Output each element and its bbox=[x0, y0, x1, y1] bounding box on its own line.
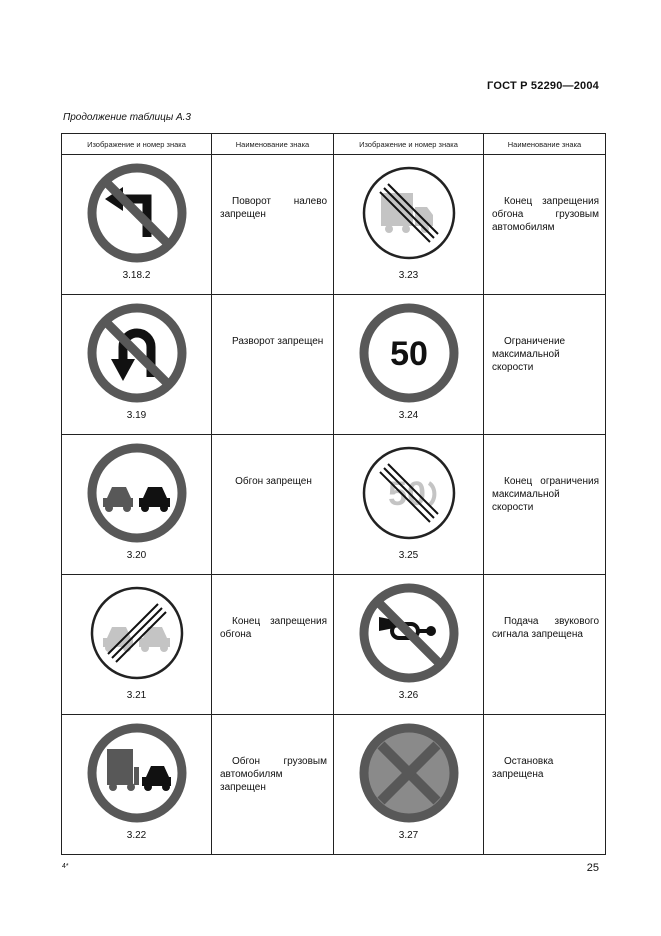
sign-name-cell bbox=[484, 295, 606, 435]
table-caption: Продолжение таблицы А.3 bbox=[63, 112, 191, 123]
sign-name: Подача звукового сигнала запрещена bbox=[492, 616, 599, 640]
table-header-row bbox=[62, 134, 606, 155]
sign-name-cell bbox=[484, 715, 606, 855]
column-header-name: Наименование знака bbox=[212, 134, 334, 155]
no-truck-overtaking-sign-icon bbox=[87, 723, 187, 823]
end-no-truck-overtaking-sign-icon bbox=[359, 163, 459, 263]
sign-name-cell bbox=[484, 575, 606, 715]
column-header-name: Наименование знака bbox=[484, 134, 606, 155]
sign-image-cell bbox=[334, 295, 484, 435]
table-row bbox=[62, 715, 606, 855]
sign-name: Поворот налево запрещен bbox=[220, 196, 327, 220]
no-left-turn-sign-icon bbox=[87, 163, 187, 263]
sign-number: 3.23 bbox=[398, 270, 419, 281]
sign-image-cell bbox=[334, 435, 484, 575]
table-row bbox=[62, 295, 606, 435]
speed-limit-sign-icon bbox=[359, 303, 459, 403]
signs-table bbox=[61, 133, 606, 855]
table-row bbox=[62, 435, 606, 575]
sign-number: 3.25 bbox=[398, 550, 419, 561]
sign-number: 3.27 bbox=[398, 830, 419, 841]
speed-limit-value: 50 bbox=[389, 335, 428, 373]
end-no-overtaking-sign-icon bbox=[87, 583, 187, 683]
table-row bbox=[62, 575, 606, 715]
sign-name: Ограничение максимальной скорости bbox=[492, 336, 566, 373]
footnote-mark: 4* bbox=[62, 863, 69, 870]
sign-image-cell bbox=[334, 715, 484, 855]
sign-name-cell bbox=[484, 435, 606, 575]
column-header-image: Изображение и номер знака bbox=[334, 134, 484, 155]
sign-image-cell bbox=[62, 155, 212, 295]
sign-image-cell bbox=[62, 435, 212, 575]
sign-image-cell bbox=[334, 575, 484, 715]
sign-number: 3.21 bbox=[126, 690, 147, 701]
sign-number: 3.19 bbox=[126, 410, 147, 421]
sign-name-cell bbox=[212, 575, 334, 715]
sign-name: Конец ограничения максимальной скорости bbox=[492, 476, 599, 513]
sign-name: Разворот запрещен bbox=[232, 336, 324, 347]
sign-number: 3.22 bbox=[126, 830, 147, 841]
sign-name: Обгон запрещен bbox=[235, 476, 312, 487]
sign-name-cell bbox=[212, 435, 334, 575]
speed-limit-value: 50 bbox=[387, 475, 426, 513]
sign-image-cell bbox=[62, 295, 212, 435]
no-stopping-sign-icon bbox=[359, 723, 459, 823]
no-horn-sign-icon bbox=[359, 583, 459, 683]
table-row bbox=[62, 155, 606, 295]
sign-number: 3.20 bbox=[126, 550, 147, 561]
sign-image-cell bbox=[62, 575, 212, 715]
sign-number: 3.18.2 bbox=[122, 270, 151, 281]
document-header: ГОСТ Р 52290—2004 bbox=[487, 80, 599, 92]
sign-name-cell bbox=[212, 295, 334, 435]
column-header-image: Изображение и номер знака bbox=[62, 134, 212, 155]
page-number: 25 bbox=[586, 862, 599, 874]
sign-name: Обгон грузовым автомобилям запрещен bbox=[220, 756, 327, 793]
sign-name: Остановка запрещена bbox=[492, 756, 554, 780]
sign-number: 3.24 bbox=[398, 410, 419, 421]
sign-image-cell bbox=[62, 715, 212, 855]
sign-name-cell bbox=[484, 155, 606, 295]
end-speed-limit-sign-icon bbox=[359, 443, 459, 543]
sign-name-cell bbox=[212, 715, 334, 855]
no-overtaking-sign-icon bbox=[87, 443, 187, 543]
sign-image-cell bbox=[334, 155, 484, 295]
sign-name: Конец запрещения обгона bbox=[220, 616, 327, 640]
sign-name-cell bbox=[212, 155, 334, 295]
sign-name: Конец запрещения обгона грузовым автомобилям bbox=[492, 196, 599, 233]
sign-number: 3.26 bbox=[398, 690, 419, 701]
no-u-turn-sign-icon bbox=[87, 303, 187, 403]
